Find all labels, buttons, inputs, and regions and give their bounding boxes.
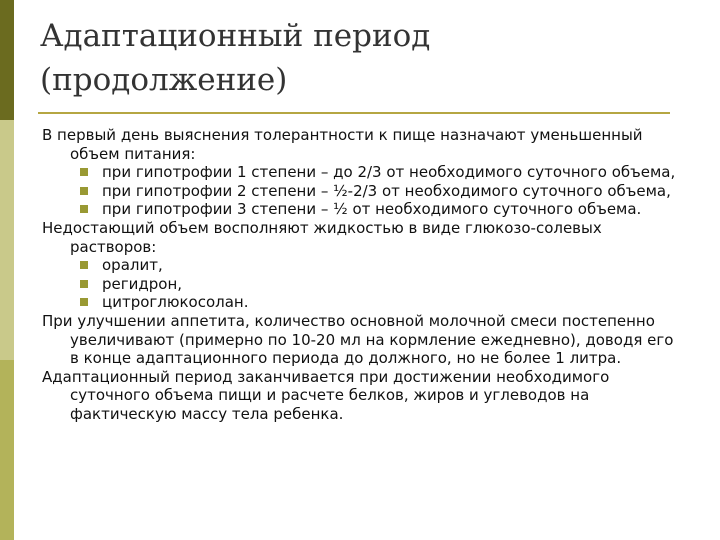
list-item: регидрон, xyxy=(42,275,682,294)
list-item: при гипотрофии 3 степени – ½ от необходимого суточного объема. xyxy=(42,200,682,219)
square-bullet-icon xyxy=(80,261,88,269)
square-bullet-icon xyxy=(80,280,88,288)
list-item: оралит, xyxy=(42,256,682,275)
square-bullet-icon xyxy=(80,187,88,195)
square-bullet-icon xyxy=(80,298,88,306)
list-item: при гипотрофии 2 степени – ½-2/3 от необходимого суточного объема, xyxy=(42,182,682,201)
paragraph-3: При улучшении аппетита, количество основной молочной смеси постепенно увеличивают (примерно по 10-20 мл на кормление ежедневно), доводя его в конце адаптационного периода до должного, но не более 1 литра. xyxy=(42,311,674,368)
square-bullet-icon xyxy=(80,168,88,176)
list-item: при гипотрофии 1 степени – до 2/3 от необходимого суточного объема, xyxy=(42,163,682,182)
list-item: цитроглюкосолан. xyxy=(42,293,682,312)
title-divider xyxy=(38,112,670,114)
paragraph-1: В первый день выяснения толерантности к пище назначают уменьшенный объем питания: xyxy=(42,126,643,163)
sidebar-dark-segment xyxy=(0,0,14,120)
slide-body xyxy=(42,126,682,424)
slide-title: Адаптационный период (продолжение) xyxy=(40,18,431,98)
square-bullet-icon xyxy=(80,205,88,213)
decorative-sidebar xyxy=(0,0,14,540)
paragraph-4: Адаптационный период заканчивается при достижении необходимого суточного объема пищи и расчете белков, жиров и углеводов на фактическую массу тела ребенка. xyxy=(42,367,610,423)
paragraph-2: Недостающий объем восполняют жидкостью в виде глюкозо-солевых растворов: xyxy=(42,218,602,256)
sidebar-light-segment xyxy=(0,360,14,540)
